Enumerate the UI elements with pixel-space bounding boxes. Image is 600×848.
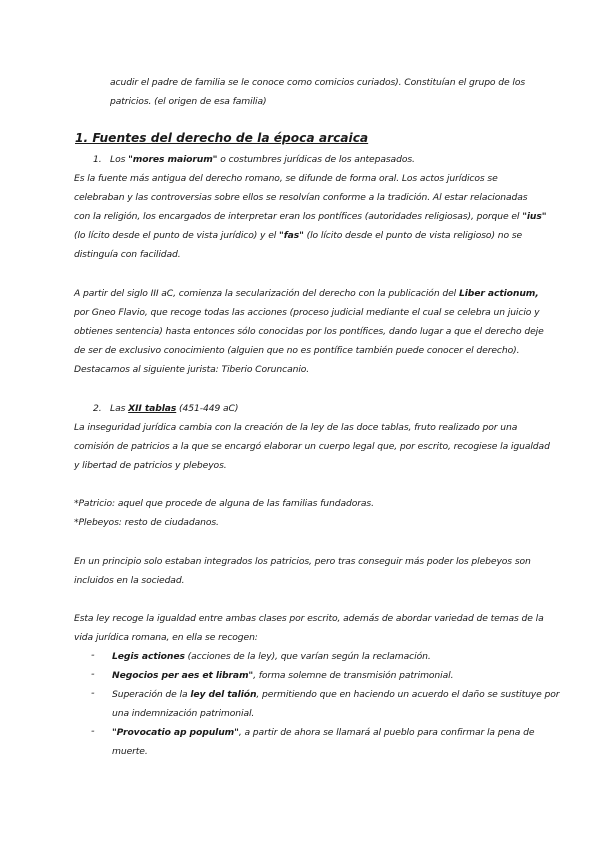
text-span: (lo lícito desde el punto de vista religioso) no se: [303, 230, 523, 241]
bullet-dash: -: [91, 669, 95, 680]
list-item: [112, 651, 431, 663]
bullet-dash: -: [91, 688, 95, 699]
term-provocatio: "Provocatio ap populum": [112, 727, 239, 738]
text-span: , a partir de ahora se llamará al pueblo para confirmar la pena de: [238, 727, 535, 738]
paragraph-line: comisión de patricios a la que se encargó elaborar un cuerpo legal que, por escrito, recogiese la igualdad: [74, 441, 550, 452]
text-span: A partir del siglo III aC, comienza la secularización del derecho con la publicación del: [74, 288, 459, 299]
term-fas: "fas": [279, 230, 304, 241]
term-ius: "ius": [522, 211, 547, 222]
item-term: "mores maiorum": [128, 154, 218, 165]
list-item: [112, 670, 453, 682]
paragraph-line: celebraban y las controversias sobre ellos se resolvían conforme a la tradición. Al estar relacionadas: [74, 192, 528, 203]
item-post: (451-449 aC): [176, 403, 239, 414]
paragraph-line: distinguía con facilidad.: [74, 249, 181, 260]
term-ley-talion: ley del talión: [190, 689, 257, 700]
paragraph-line: obtienes sentencia) hasta entonces sólo conocidas por los pontífices, dando lugar a que el derecho deje: [74, 326, 544, 337]
paragraph-line: incluidos en la sociedad.: [74, 575, 185, 586]
list-item-xii-tablas: [93, 403, 238, 415]
text-span: (lo lícito desde el punto de vista jurídico) y el: [74, 230, 280, 241]
item-pre: Los: [110, 154, 129, 165]
text-span: con la religión, los encargados de interpretar eran los pontífices (autoridades religiosas), porque el: [74, 211, 523, 222]
intro-line-2: patricios. (el origen de esa familia): [110, 96, 267, 107]
text-span: (acciones de la ley), que varían según la reclamación.: [184, 651, 431, 662]
paragraph-line: de ser de exclusivo conocimiento (alguien que no es pontífice también puede conocer el derecho).: [74, 345, 520, 356]
term-legis-actiones: Legis actiones: [112, 651, 185, 662]
item-number: 1.: [93, 154, 102, 165]
list-item: [112, 689, 559, 701]
list-item-mores-maiorum: [93, 154, 415, 166]
paragraph-line: En un principio solo estaban integrados los patricios, pero tras conseguir más poder los plebeyos son: [74, 556, 531, 567]
term-negocios: Negocios per aes et libram": [112, 670, 254, 681]
bullet-dash: -: [91, 650, 95, 661]
term-liber-actionum: Liber actionum,: [458, 288, 539, 299]
paragraph-line: vida jurídica romana, en ella se recogen:: [74, 632, 258, 643]
text-span: Superación de la: [112, 689, 191, 700]
paragraph-line: [74, 211, 546, 223]
list-item: [112, 727, 534, 739]
paragraph-line: [74, 288, 539, 300]
text-span: , forma solemne de transmisión patrimonial.: [253, 670, 454, 681]
paragraph-line: Destacamos al siguiente jurista: Tiberio Coruncanio.: [74, 364, 310, 375]
paragraph-line: La inseguridad jurídica cambia con la creación de la ley de las doce tablas, fruto realizado por una: [74, 422, 518, 433]
note-line: *Patricio: aquel que procede de alguna de las familias fundadoras.: [74, 498, 374, 509]
paragraph-line: y libertad de patricios y plebeyos.: [74, 460, 227, 471]
intro-line-1: acudir el padre de familia se le conoce como comicios curiados). Constituían el grupo de los: [110, 77, 526, 88]
paragraph-line: Esta ley recoge la igualdad entre ambas clases por escrito, además de abordar variedad de temas de la: [74, 613, 544, 624]
item-number: 2.: [93, 403, 102, 414]
list-item-continuation: muerte.: [112, 746, 148, 757]
paragraph-line: por Gneo Flavio, que recoge todas las acciones (proceso judicial mediante el cual se celebra un juicio y: [74, 307, 540, 318]
section-heading: 1. Fuentes del derecho de la época arcaica: [75, 131, 369, 145]
note-line: *Plebeyos: resto de ciudadanos.: [74, 517, 219, 528]
item-pre: Las: [110, 403, 129, 414]
item-post: o costumbres jurídicas de los antepasados.: [217, 154, 415, 165]
paragraph-line: Es la fuente más antigua del derecho romano, se difunde de forma oral. Los actos jurídicos se: [74, 173, 498, 184]
item-term: XII tablas: [128, 403, 177, 414]
paragraph-line: [74, 230, 522, 242]
bullet-dash: -: [91, 726, 95, 737]
text-span: , permitiendo que en haciendo un acuerdo el daño se sustituye por: [256, 689, 560, 700]
list-item-continuation: una indemnización patrimonial.: [112, 708, 255, 719]
